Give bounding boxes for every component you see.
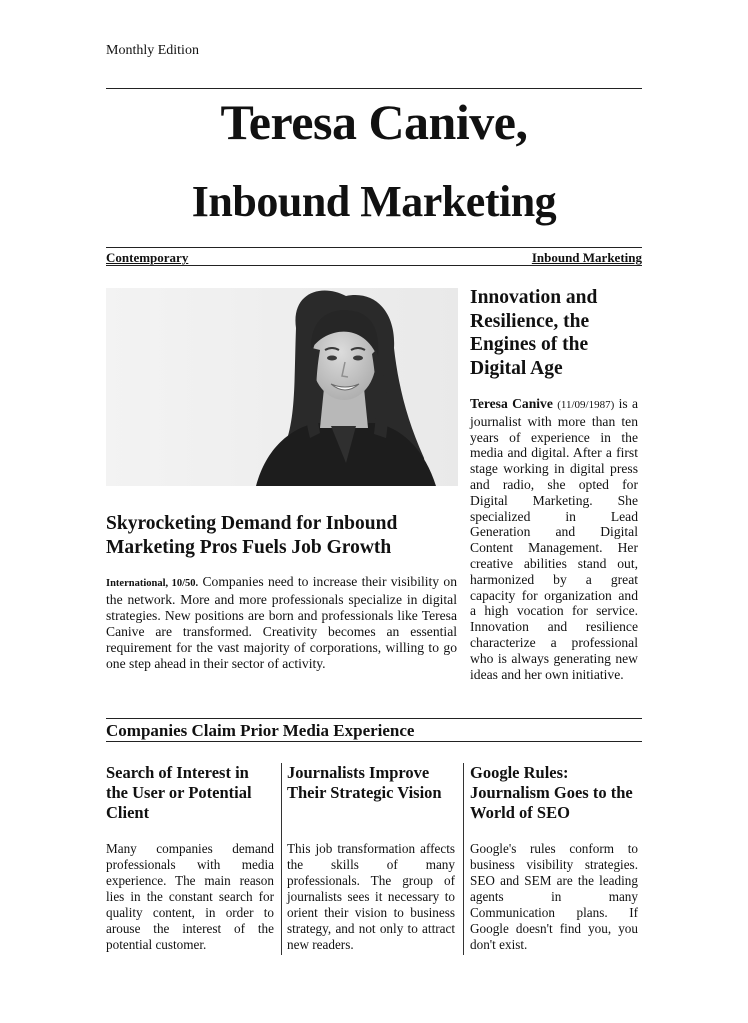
lead-article-kicker: International, 10/50. — [106, 578, 199, 589]
side-article-body — [470, 396, 638, 682]
column-1 — [106, 763, 274, 952]
column-3-body: Google's rules conform to business visibility strategies. SEO and SEM are the leading agents in many Communication plans. If Google doesn't find you, you don't exist. — [470, 841, 638, 952]
band-top-rule — [106, 718, 642, 719]
side-article-name: Teresa Canive — [470, 396, 553, 411]
lead-article-text: Companies need to increase their visibility on the network. More and more professionals specialize in digital strategies. New positions are born and professionals like Teresa Canive are transformed. Creativity becomes an essential requirement for the vast majority of corporations, willing to go one step ahead in their sector of activity. — [106, 574, 457, 671]
lead-article-body — [106, 574, 457, 672]
portrait-photo — [106, 288, 458, 486]
lead-article-title: Skyrocketing Demand for Inbound Marketing Pros Fuels Job Growth — [106, 513, 398, 558]
side-article-text: is a journalist with more than ten years of experience in the media and digital. After a first stage working in digital press and radio, she opted for Digital Marketing. She specialized in Lead Generation and Digital Content Management. Her creative abilities stand out, harmonized by a great capacity for organization and a high vocation for service. Innovation and resilience characterize a professional who is always generating new ideas and her own initiative. — [470, 396, 638, 682]
column-3 — [470, 763, 638, 952]
section-label-left: Contemporary — [106, 250, 189, 265]
section-bar-bottom-rule — [106, 265, 642, 266]
band-title: Companies Claim Prior Media Experience — [106, 721, 415, 740]
top-divider — [106, 88, 642, 89]
column-2 — [287, 763, 455, 952]
edition-label: Monthly Edition — [106, 43, 199, 58]
section-bar-top-rule — [106, 247, 642, 248]
column-1-body: Many companies demand professionals with media experience. The main reason lies in the constant search for quality content, in order to arouse the interest of the potential customer. — [106, 841, 274, 952]
main-headline-line-2: Inbound Marketing — [191, 177, 557, 226]
column-3-title: Google Rules: Journalism Goes to the World of SEO — [470, 763, 633, 822]
side-article-title: Innovation and Resilience, the Engines of the Digital Age — [470, 287, 598, 379]
column-2-title: Journalists Improve Their Strategic Vision — [287, 763, 442, 802]
column-divider-2 — [463, 763, 464, 955]
band-bottom-rule — [106, 741, 642, 742]
section-label-right: Inbound Marketing — [531, 250, 642, 265]
main-headline-line-1: Teresa Canive, — [220, 94, 528, 150]
column-divider-1 — [281, 763, 282, 955]
side-article-date: (11/09/1987) — [557, 399, 615, 411]
column-2-body: This job transformation affects the skills of many professionals. The group of journalists sees it necessary to orient their vision to business strategy, and not only to attract new readers. — [287, 841, 455, 952]
column-1-title: Search of Interest in the User or Potential Client — [106, 763, 252, 822]
